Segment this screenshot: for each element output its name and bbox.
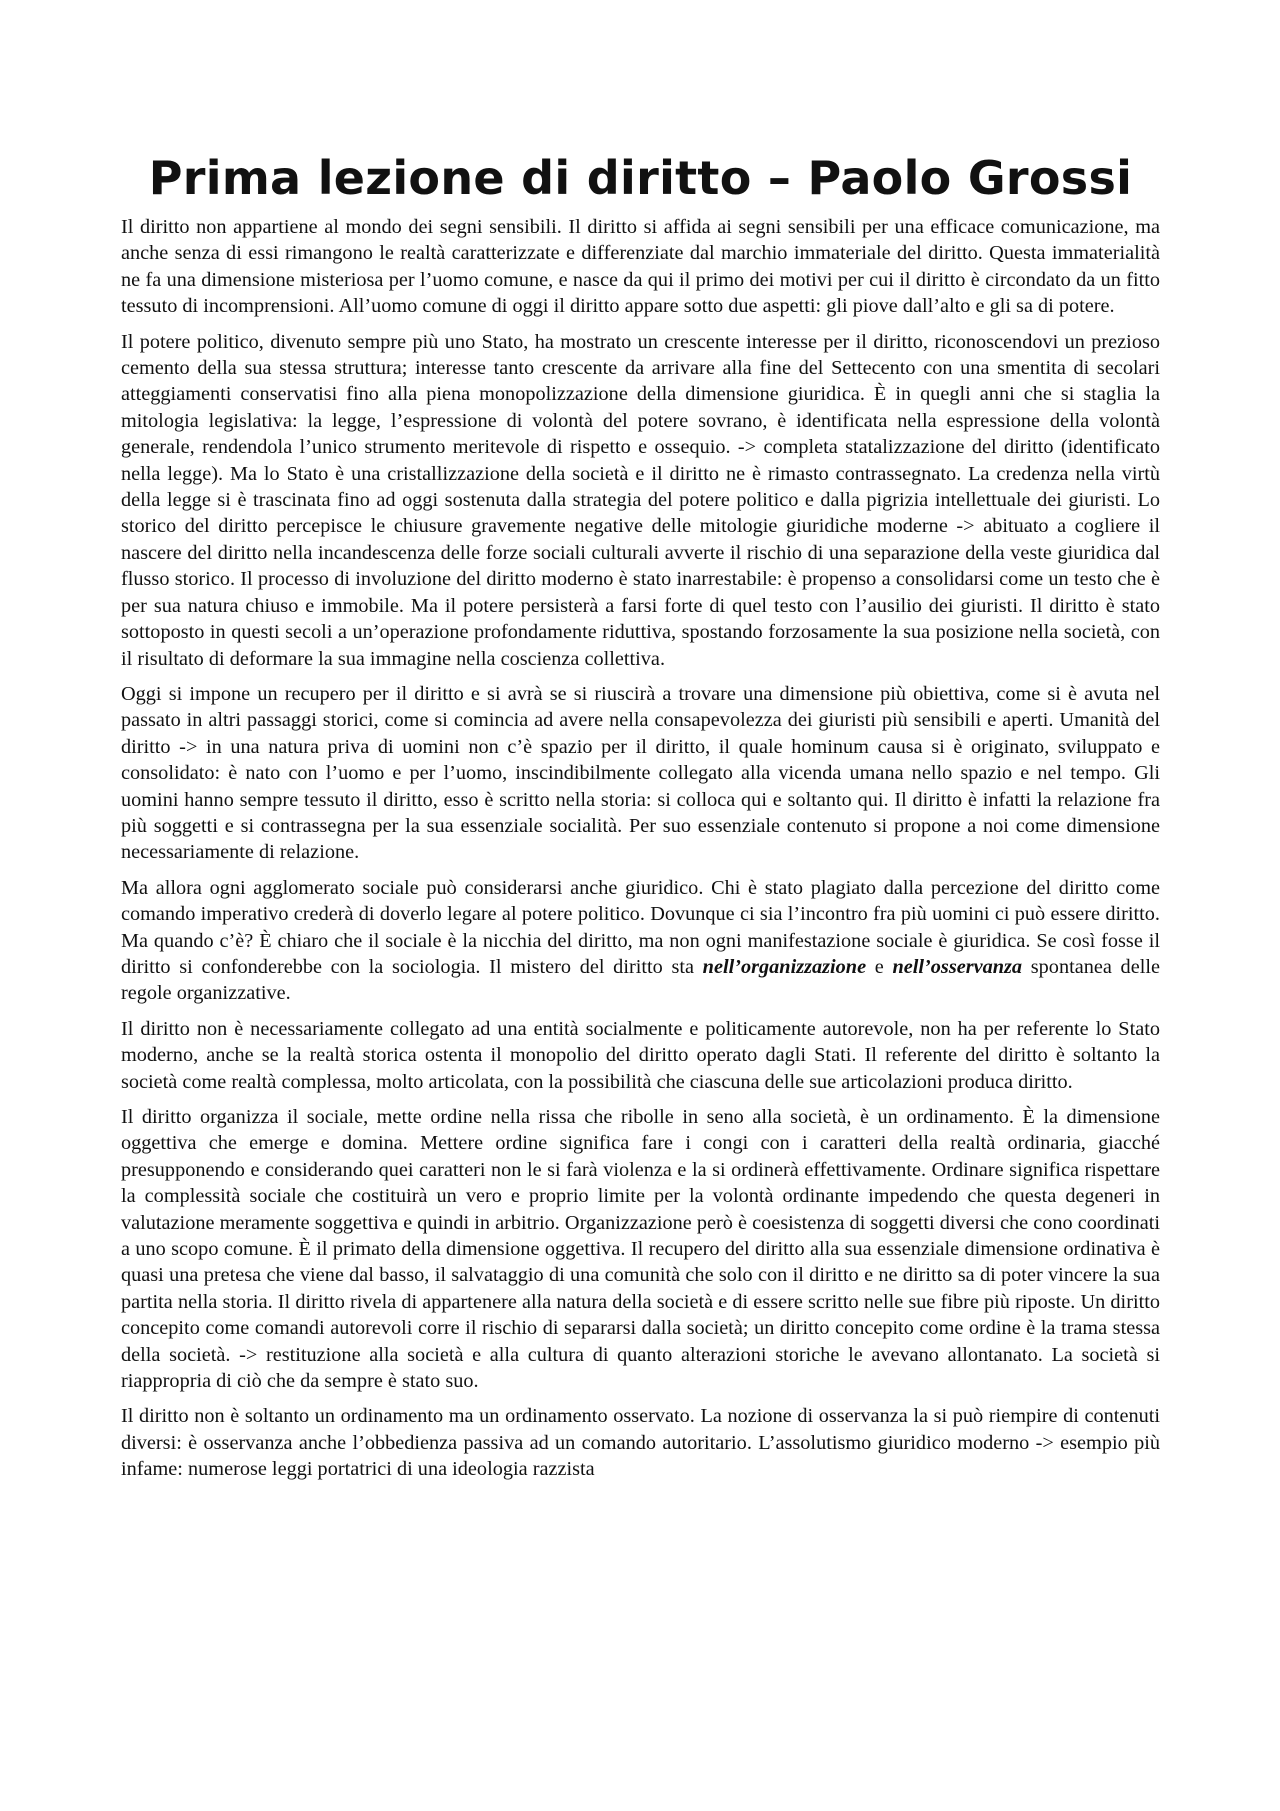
- paragraph-3: Oggi si impone un recupero per il diritto e si avrà se si riuscirà a trovare una dimensione più obiettiva, come si è avuta nel passato in altri passaggi storici, come si comincia ad avere nella consapevolezza dei giuristi più sensibili e aperti. Umanità del diritto -> in una natura priva di uomini non c’è spazio per il diritto, il quale hominum causa si è originato, sviluppato e consolidato: è nato con l’uomo e per l’uomo, inscindibilmente collegato alla vicenda umana nello spazio e nel tempo. Gli uomini hanno sempre tessuto il diritto, esso è scritto nella storia: si colloca qui e soltanto qui. Il diritto è infatti la relazione fra più soggetti e si contrassegna per la sua essenziale socialità. Per suo essenziale contenuto si propone a noi come dimensione necessariamente di relazione.: [121, 682, 1160, 864]
- document-title: Prima lezione di diritto – Paolo Grossi: [148, 151, 1133, 205]
- paragraph-7: Il diritto non è soltanto un ordinamento ma un ordinamento osservato. La nozione di osservanza la si può riempire di contenuti diversi: è osservanza anche l’obbedienza passiva ad un comando autoritario. L’assolutismo giuridico moderno -> esempio più infame: numerose leggi portatrici di una ideologia razzista: [121, 1405, 1160, 1481]
- emphasis-osservanza: nell’osservanza: [892, 955, 1023, 978]
- paragraph-5: Il diritto non è necessariamente collegato ad una entità socialmente e politicamente autorevole, non ha per referente lo Stato moderno, anche se la realtà storica ostenta il monopolio del diritto operato dagli Stati. Il referente del diritto è soltanto la società come realtà complessa, molto articolata, con la possibilità che ciascuna delle sue articolazioni produca diritto.: [121, 1017, 1160, 1093]
- paragraph-1: Il diritto non appartiene al mondo dei segni sensibili. Il diritto si affida ai segni sensibili per una efficace comunicazione, ma anche senza di essi rimangono le realtà caratterizzate e differenziate dal marchio immateriale del diritto. Questa immaterialità ne fa una dimensione misteriosa per l’uomo comune, e nasce da qui il primo dei motivi per cui il diritto è circondato da un fitto tessuto di incomprensioni. All’uomo comune di oggi il diritto appare sotto due aspetti: gli piove dall’alto e gli sa di potere.: [121, 216, 1160, 318]
- paragraph-6: Il diritto organizza il sociale, mette ordine nella rissa che ribolle in seno alla società, è un ordinamento. È la dimensione oggettiva che emerge e domina. Mettere ordine significa fare i congi con i caratteri della realtà ordinaria, giacché presupponendo e considerando quei caratteri non le si farà violenza e la si ordinerà effettivamente. Ordinare significa rispettare la complessità sociale che costituirà un vero e proprio limite per la volontà ordinante impedendo che questa degeneri in valutazione meramente soggettiva e quindi in arbitrio. Organizzazione però è coesistenza di soggetti diversi che cono coordinati a uno scopo comune. È il primato della dimensione oggettiva. Il recupero del diritto alla sua essenziale dimensione ordinativa è quasi una pretesa che viene dal basso, il salvataggio di una comunità che solo con il diritto e ne diritto sa di poter vincere la sua partita nella storia. Il diritto rivela di appartenere alla natura della società e di essere scritto nelle sue fibre più riposte. Un diritto concepito come comandi autorevoli corre il rischio di separarsi dalla società; un diritto concepito come ordine è la trama stessa della società. -> restituzione alla società e alla cultura di quanto alterazioni storiche le avevano allontanato. La società si riappropria di ciò che da sempre è stato suo.: [121, 1106, 1160, 1393]
- paragraph-2: Il potere politico, divenuto sempre più uno Stato, ha mostrato un crescente interesse per il diritto, riconoscendovi un prezioso cemento della sua stessa struttura; interesse tanto crescente da arrivare alla fine del Settecento con una smentita di secolari atteggiamenti conservatisi fino alla piena monopolizzazione della dimensione giuridica. È in quegli anni che si staglia la mitologia legislativa: la legge, l’espressione di volontà del potere sovrano, è identificata nella espressione della volontà generale, rendendola l’unico strumento meritevole di rispetto e ossequio. -> completa statalizzazione del diritto (identificato nella legge). Ma lo Stato è una cristallizzazione della società e il diritto ne è rimasto contrassegnato. La credenza nella virtù della legge si è trascinata fino ad oggi sostenuta dalla strategia del potere politico e dalla pigrizia intellettuale dei giuristi. Lo storico del diritto percepisce le chiusure gravemente negative delle mitologie giuridiche moderne -> abituato a cogliere il nascere del diritto nella incandescenza delle forze sociali culturali avverte il rischio di una separazione della veste giuridica dal flusso storico. Il processo di involuzione del diritto moderno è stato inarrestabile: è propenso a consolidarsi come un testo che è per sua natura chiuso e immobile. Ma il potere persisterà a farsi forte di quel testo con l’ausilio dei giuristi. Il diritto è stato sottoposto in questi secoli a un’operazione profondamente riduttiva, spostando forzosamente la sua posizione nella società, con il risultato di deformare la sua immagine nella coscienza collettiva.: [121, 330, 1160, 670]
- paragraph-4-text-a: Ma allora ogni agglomerato sociale può considerarsi anche giuridico. Chi è stato plagiato dalla percezione del diritto come comando imperativo crederà di doverlo legare al potere politico. Dovunque ci sia l’incontro fra più uomini ci può essere diritto. Ma quando c’è? È chiaro che il sociale è la nicchia del diritto, ma non ogni manifestazione sociale è giuridica. Se così fosse il diritto si confonderebbe con la sociologia. Il mistero del diritto sta: [121, 876, 1160, 978]
- emphasis-organizzazione: nell’organizzazione: [702, 955, 867, 978]
- paragraph-4-text-c: spontanea delle regole organizzative.: [121, 955, 1160, 1005]
- paragraph-4: [121, 875, 1160, 1007]
- document-page: [121, 148, 1160, 1492]
- paragraph-4-text-b: e: [866, 955, 893, 978]
